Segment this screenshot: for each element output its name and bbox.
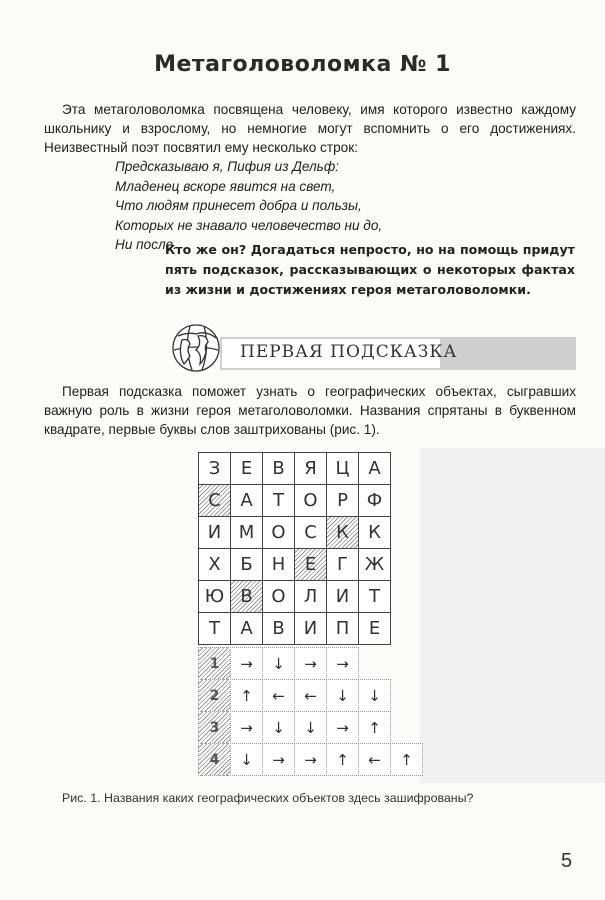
arrow-cell: → — [326, 711, 359, 744]
arrow-cell: ↑ — [326, 743, 359, 776]
letter-cell: Я — [294, 452, 327, 485]
row-number-cell: 4 — [198, 743, 231, 776]
figure-caption: Рис. 1. Названия каких географических объектов здесь зашифрованы? — [62, 791, 474, 805]
letter-cell: В — [262, 612, 295, 645]
letter-cell: С — [294, 516, 327, 549]
letter-cell: Ф — [358, 484, 391, 517]
letter-cell: Е — [230, 452, 263, 485]
page-number: 5 — [561, 850, 573, 872]
arrow-cell: ↑ — [390, 743, 423, 776]
letter-cell: Ю — [198, 580, 231, 613]
letter-cell: О — [262, 516, 295, 549]
globe-icon — [170, 322, 222, 379]
letter-cell: Х — [198, 548, 231, 581]
intro-text: Эта метаголоволомка посвящена человеку, имя которого известно каждому школьнику и взрослому, но немногие могут вспомнить о его достижениях. Неизвестный поэт посвятил ему несколько строк: — [44, 102, 576, 155]
letter-cell: Л — [294, 580, 327, 613]
arrow-cell: ↓ — [358, 679, 391, 712]
letter-cell: И — [326, 580, 359, 613]
arrow-cell: → — [326, 647, 359, 680]
letter-cell: Н — [262, 548, 295, 581]
poem-line: Предсказываю я, Пифия из Дельф: — [115, 159, 339, 174]
arrow-cell: → — [230, 711, 263, 744]
letter-cell: Р — [326, 484, 359, 517]
letter-cell: Т — [358, 580, 391, 613]
letter-cell: Б — [230, 548, 263, 581]
letter-cell: И — [198, 516, 231, 549]
letter-cell: М — [230, 516, 263, 549]
arrow-cell: ← — [358, 743, 391, 776]
letter-cell: Ц — [326, 452, 359, 485]
clue-text: Первая подсказка поможет узнать о географических объектах, сыгравших важную роль в жизни героя метаголоволомки. Названия спрятаны в буквенном квадрате, первые буквы слов заштрихованы (рис. 1). — [44, 384, 576, 437]
letter-cell: К — [358, 516, 391, 549]
page-title: Метаголоволомка № 1 — [154, 52, 451, 77]
letter-cell: В — [262, 452, 295, 485]
arrow-cell: ↑ — [358, 711, 391, 744]
arrow-cell: ← — [294, 679, 327, 712]
row-number-cell: 1 — [198, 647, 231, 680]
arrow-cell: → — [230, 647, 263, 680]
arrow-cell: ↓ — [262, 647, 295, 680]
letter-cell: В — [230, 580, 263, 613]
letter-cell: Т — [198, 612, 231, 645]
poem-line: Что людям принесет добра и пользы, — [115, 198, 362, 213]
background-shade — [420, 448, 605, 783]
letter-cell: Т — [262, 484, 295, 517]
letter-cell: К — [326, 516, 359, 549]
bold-paragraph: Кто же он? Догадаться непросто, но на помощь придут пять подсказок, рассказывающих о некоторых фактах из жизни и достижениях героя метаголоволомки. — [165, 242, 575, 297]
arrow-cell: → — [294, 647, 327, 680]
letter-cell: Е — [294, 548, 327, 581]
arrow-cell: → — [262, 743, 295, 776]
arrow-cell: ↓ — [262, 711, 295, 744]
row-number-cell: 3 — [198, 711, 231, 744]
letter-cell: И — [294, 612, 327, 645]
arrow-cell: ↓ — [230, 743, 263, 776]
clue-paragraph — [44, 382, 576, 439]
arrow-cell: → — [294, 743, 327, 776]
letter-cell: А — [230, 612, 263, 645]
letter-cell: А — [358, 452, 391, 485]
poem-line: Ни после. — [115, 237, 177, 252]
poem-line: Младенец вскоре явится на свет, — [115, 178, 336, 194]
section-title: ПЕРВАЯ ПОДСКАЗКА — [240, 342, 458, 362]
arrow-cell: ↓ — [326, 679, 359, 712]
row-number-cell: 2 — [198, 679, 231, 712]
poem-line: Которых не знавало человечество ни до, — [115, 217, 383, 233]
letter-cell: П — [326, 612, 359, 645]
letter-cell: Ж — [358, 548, 391, 581]
letter-cell: О — [294, 484, 327, 517]
letter-cell: О — [262, 580, 295, 613]
letter-cell: Е — [358, 612, 391, 645]
letter-cell: Г — [326, 548, 359, 581]
arrow-cell: ← — [262, 679, 295, 712]
letter-cell: С — [198, 484, 231, 517]
letter-cell: З — [198, 452, 231, 485]
arrow-cell: ↓ — [294, 711, 327, 744]
letter-cell: А — [230, 484, 263, 517]
arrow-cell: ↑ — [230, 679, 263, 712]
intro-paragraph — [44, 100, 576, 157]
